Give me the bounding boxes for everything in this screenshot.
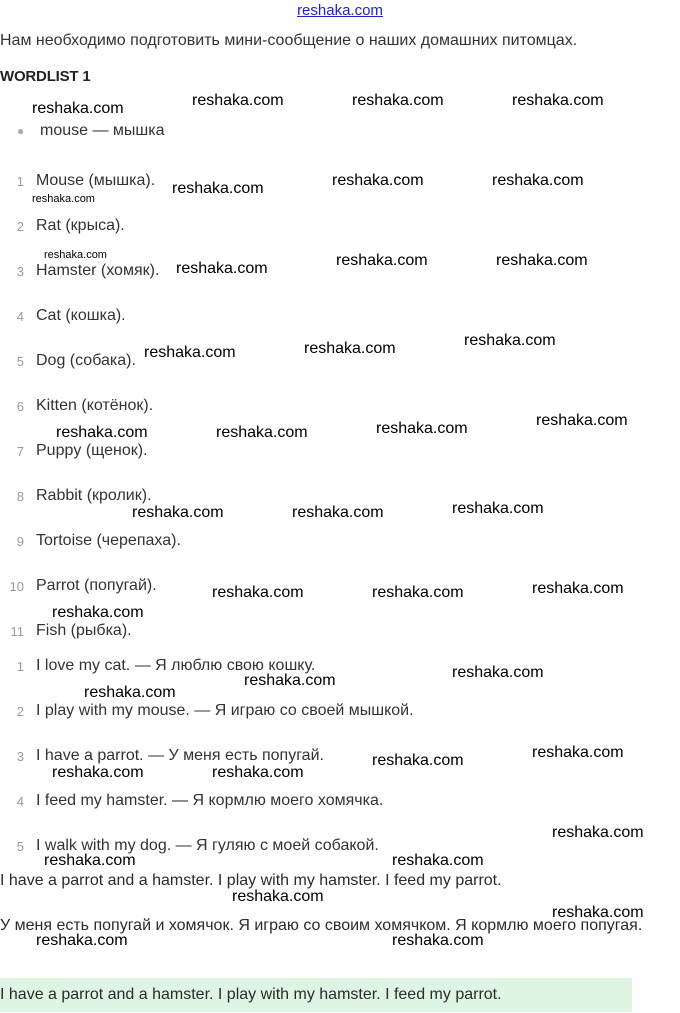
list-item: Rabbit (кролик). [36, 487, 152, 504]
watermark: reshaka.com [452, 664, 544, 681]
watermark: reshaka.com [232, 888, 324, 905]
list-item: Mouse (мышка). [36, 172, 156, 189]
list-number: 5 [16, 839, 24, 854]
list-number: 3 [16, 264, 24, 279]
watermark: reshaka.com [84, 684, 176, 701]
list-item: Puppy (щенок). [36, 442, 148, 459]
bullet-dot-icon: ● [17, 124, 25, 138]
watermark: reshaka.com [392, 932, 484, 949]
watermark: reshaka.com [212, 584, 304, 601]
list-item: Hamster (хомяк). [36, 262, 160, 279]
list-item: I love my cat. — Я люблю свою кошку. [36, 657, 316, 674]
list-number: 9 [16, 534, 24, 549]
list-number: 11 [10, 624, 24, 639]
watermark: reshaka.com [32, 100, 124, 117]
watermark: reshaka.com [36, 932, 128, 949]
list-number: 1 [16, 659, 24, 674]
list-number: 7 [16, 444, 24, 459]
paragraph-russian: У меня есть попугай и хомячок. Я играю со своим хомячком. Я кормлю моего попугая. [0, 917, 643, 934]
watermark: reshaka.com [172, 180, 264, 197]
watermark: reshaka.com [56, 424, 148, 441]
watermark: reshaka.com [216, 424, 308, 441]
watermark: reshaka.com [372, 752, 464, 769]
bullet-item: mouse — мышка [40, 122, 165, 139]
list-number: 1 [16, 174, 24, 189]
list-number: 5 [16, 354, 24, 369]
wordlist-title: WORDLIST 1 [0, 68, 91, 85]
watermark: reshaka.com [44, 852, 136, 869]
watermark: reshaka.com [532, 744, 624, 761]
watermark: reshaka.com [244, 672, 336, 689]
watermark: reshaka.com [376, 420, 468, 437]
watermark: reshaka.com [44, 249, 107, 261]
list-item: Kitten (котёнок). [36, 397, 154, 414]
watermark: reshaka.com [552, 824, 644, 841]
watermark: reshaka.com [304, 340, 396, 357]
site-link[interactable]: reshaka.com [297, 2, 383, 19]
watermark: reshaka.com [144, 344, 236, 361]
intro-text: Нам необходимо подготовить мини-сообщение о наших домашних питомцах. [0, 32, 578, 49]
watermark: reshaka.com [536, 412, 628, 429]
watermark: reshaka.com [332, 172, 424, 189]
watermark: reshaka.com [176, 260, 268, 277]
list-number: 6 [16, 399, 24, 414]
watermark: reshaka.com [496, 252, 588, 269]
watermark: reshaka.com [552, 904, 644, 921]
list-number: 4 [16, 794, 24, 809]
list-item: Tortoise (черепаха). [36, 532, 181, 549]
watermark: reshaka.com [532, 580, 624, 597]
watermark: reshaka.com [352, 92, 444, 109]
list-item: Dog (собака). [36, 352, 136, 369]
watermark: reshaka.com [392, 852, 484, 869]
watermark: reshaka.com [52, 764, 144, 781]
watermark: reshaka.com [52, 604, 144, 621]
watermark: reshaka.com [132, 504, 224, 521]
list-item: Cat (кошка). [36, 307, 126, 324]
watermark: reshaka.com [212, 764, 304, 781]
watermark: reshaka.com [372, 584, 464, 601]
list-item: I walk with my dog. — Я гуляю с моей собакой. [36, 837, 379, 854]
highlighted-answer: I have a parrot and a hamster. I play with my hamster. I feed my parrot. [0, 986, 502, 1003]
watermark: reshaka.com [512, 92, 604, 109]
list-item: I feed my hamster. — Я кормлю моего хомячка. [36, 792, 384, 809]
paragraph-english: I have a parrot and a hamster. I play with my hamster. I feed my parrot. [0, 872, 502, 889]
watermark: reshaka.com [336, 252, 428, 269]
watermark: reshaka.com [452, 500, 544, 517]
list-number: 3 [16, 749, 24, 764]
list-item: Rat (крыса). [36, 217, 125, 234]
list-item: Fish (рыбка). [36, 622, 132, 639]
list-item: I have a parrot. — У меня есть попугай. [36, 747, 324, 764]
watermark: reshaka.com [492, 172, 584, 189]
list-item: I play with my mouse. — Я играю со своей мышкой. [36, 702, 414, 719]
list-number: 4 [16, 309, 24, 324]
list-number: 2 [16, 219, 24, 234]
list-number: 2 [16, 704, 24, 719]
watermark: reshaka.com [292, 504, 384, 521]
watermark: reshaka.com [32, 193, 95, 205]
list-item: Parrot (попугай). [36, 577, 157, 594]
list-number: 8 [16, 489, 24, 504]
watermark: reshaka.com [464, 332, 556, 349]
watermark: reshaka.com [192, 92, 284, 109]
list-number: 10 [9, 579, 24, 594]
